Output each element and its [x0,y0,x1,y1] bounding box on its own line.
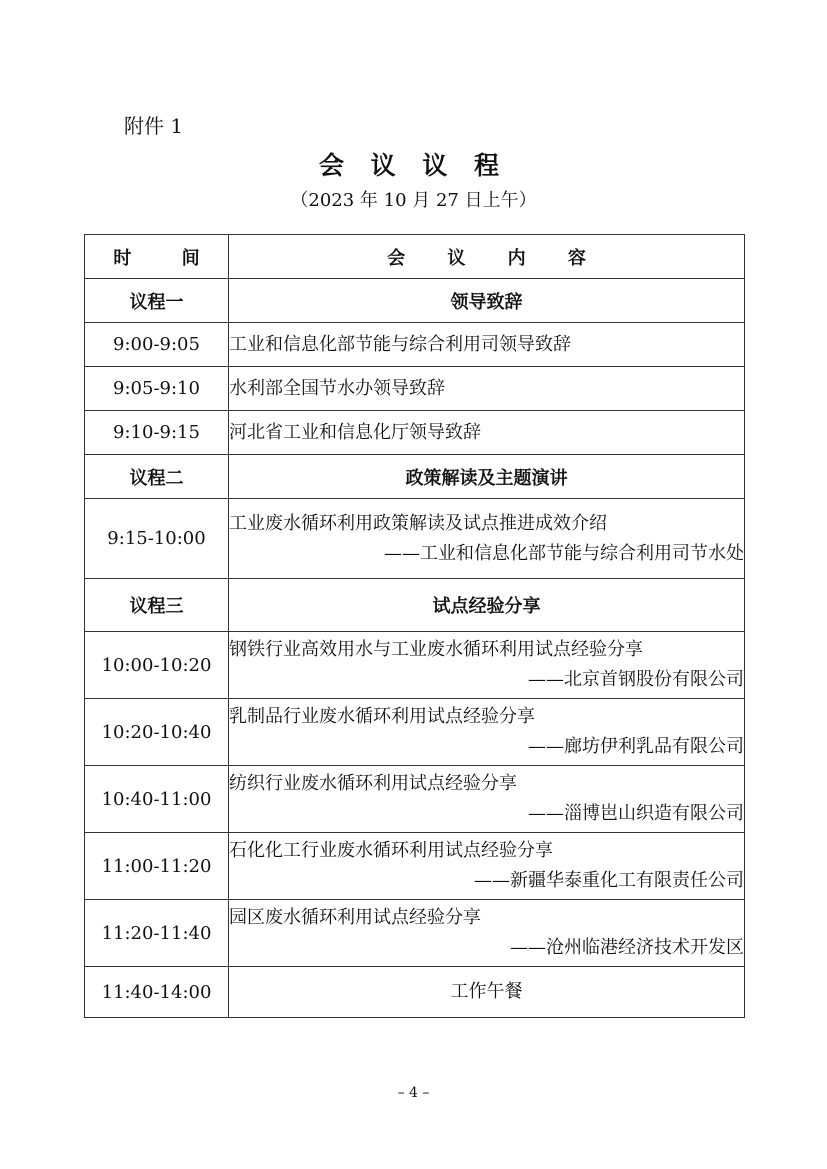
row-content: 乳制品行业废水循环利用试点经验分享 [229,706,535,727]
row-content: 钢铁行业高效用水与工业废水循环利用试点经验分享 [229,639,643,660]
session-row [85,455,745,499]
table-row [85,367,745,411]
attachment-label: 附件 1 [124,114,184,138]
row-content: 河北省工业和信息化厅领导致辞 [229,411,745,455]
row-content: 石化化工行业废水循环利用试点经验分享 [229,840,553,861]
row-content-cell [229,900,745,967]
page-number: – 4 – [397,1085,430,1101]
row-content-cell [229,699,745,766]
row-time: 10:00-10:20 [85,632,229,699]
table-row [85,323,745,367]
row-speaker: ——新疆华泰重化工有限责任公司 [474,870,744,891]
agenda-table [84,234,745,1018]
row-content: 纺织行业废水循环利用试点经验分享 [229,773,517,794]
row-time: 9:05-9:10 [85,367,229,411]
row-speaker: ——淄博岜山织造有限公司 [528,803,744,824]
table-header-row [85,235,745,279]
row-time: 9:00-9:05 [85,323,229,367]
row-speaker: ——北京首钢股份有限公司 [528,669,744,690]
session-label: 议程一 [85,279,229,323]
row-time: 11:40-14:00 [85,967,229,1018]
row-content-cell [229,499,745,579]
row-speaker: ——廊坊伊利乳品有限公司 [528,736,744,757]
table-row [85,632,745,699]
row-content: 工业和信息化部节能与综合利用司领导致辞 [229,323,745,367]
row-time: 11:20-11:40 [85,900,229,967]
table-row [85,766,745,833]
session-row [85,579,745,632]
row-speaker: ——工业和信息化部节能与综合利用司节水处 [384,542,744,564]
table-row [85,900,745,967]
row-content-cell [229,833,745,900]
page-title: 会 议 议 程 [318,151,509,180]
row-time: 10:40-11:00 [85,766,229,833]
table-row [85,833,745,900]
table-row [85,411,745,455]
row-time: 10:20-10:40 [85,699,229,766]
row-content: 工业废水循环利用政策解读及试点推进成效介绍 [229,512,607,534]
session-label: 议程三 [85,579,229,632]
row-content: 水利部全国节水办领导致辞 [229,367,745,411]
session-title: 试点经验分享 [229,579,745,632]
table-row [85,499,745,579]
row-time: 11:00-11:20 [85,833,229,900]
row-content-cell [229,766,745,833]
table-row [85,699,745,766]
session-row [85,279,745,323]
row-content: 园区废水循环利用试点经验分享 [229,907,481,928]
row-speaker: ——沧州临港经济技术开发区 [510,937,744,958]
row-time: 9:15-10:00 [85,499,229,579]
session-title: 政策解读及主题演讲 [229,455,745,499]
row-time: 9:10-9:15 [85,411,229,455]
table-row [85,967,745,1018]
header-time: 时 间 [85,235,229,279]
session-label: 议程二 [85,455,229,499]
session-title: 领导致辞 [229,279,745,323]
page-subtitle: （2023 年 10 月 27 日上午） [290,190,537,211]
row-content: 工作午餐 [229,967,745,1018]
row-content-cell [229,632,745,699]
header-content: 会 议 内 容 [229,235,745,279]
